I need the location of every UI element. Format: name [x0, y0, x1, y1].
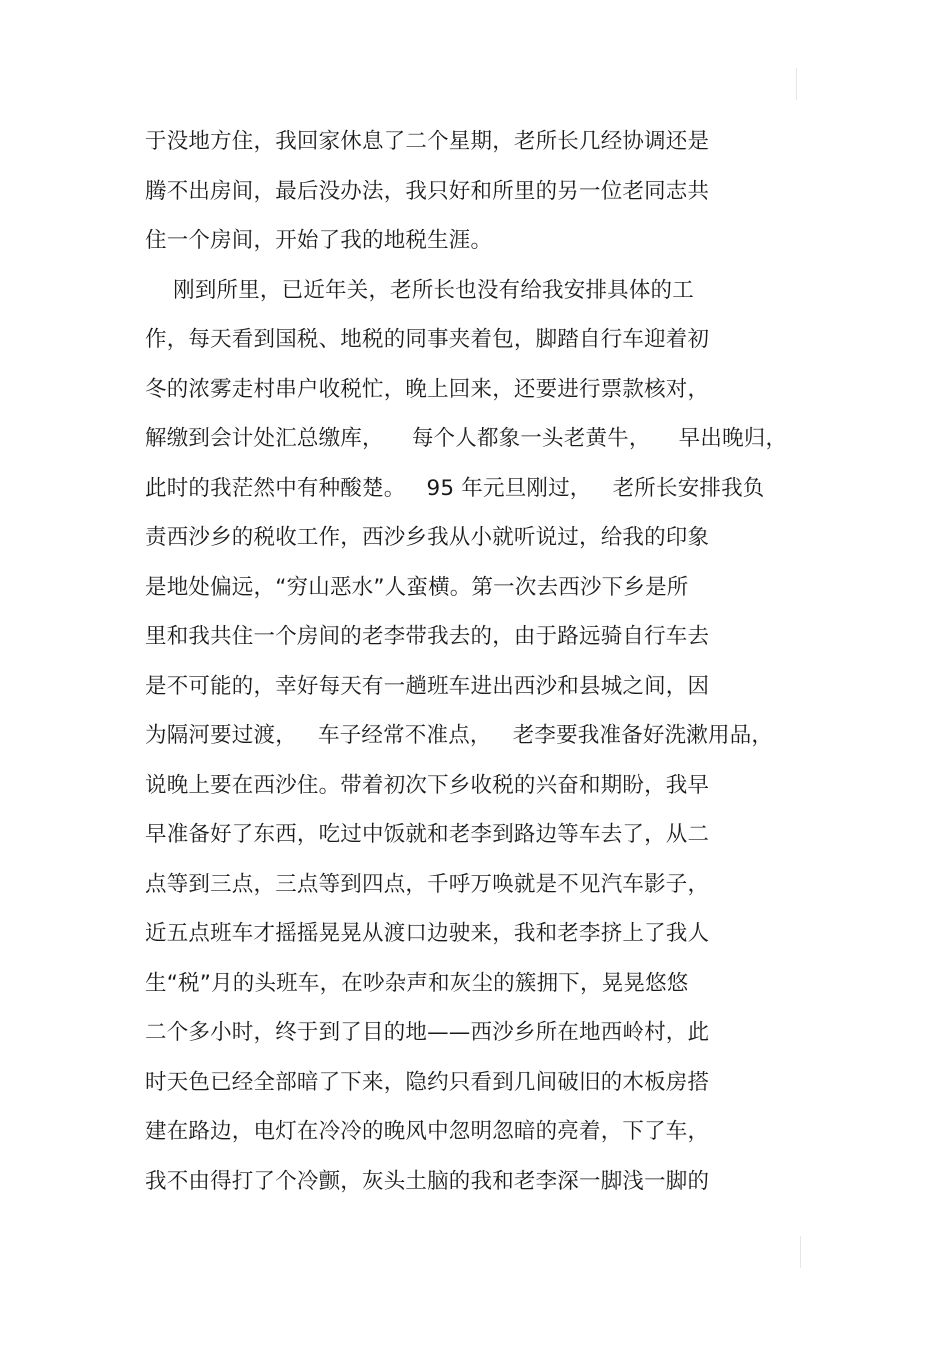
text-line: 早准备好了东西，吃过中饭就和老李到路边等车去了，从二 — [145, 822, 710, 847]
page-edge-mark-top — [796, 68, 797, 100]
text-line: 是地处偏远，“穷山恶水”人蛮横。第一次去西沙下乡是所 — [145, 574, 689, 600]
text-line: 腾不出房间，最后没办法，我只好和所里的另一位老同志共 — [145, 178, 710, 204]
text-line: 里和我共住一个房间的老李带我去的，由于路远骑自行车去 — [145, 624, 710, 649]
text-line: 我不由得打了个冷颤，灰头土脑的我和老李深一脚浅一脚的 — [145, 1168, 710, 1194]
text-line: 责西沙乡的税收工作，西沙乡我从小就听说过，给我的印象 — [145, 525, 710, 550]
text-line: 时天色已经全部暗了下来，隐约只看到几间破旧的木板房搭 — [145, 1069, 710, 1095]
text-line: 冬的浓雾走村串户收税忙，晚上回来，还要进行票款核对， — [145, 376, 710, 402]
text-line: 作，每天看到国税、地税的同事夹着包，脚踏自行车迎着初 — [145, 327, 710, 352]
text-line: 解缴到会计处汇总缴库， 每个人都象一头老黄牛， 早出晚归， — [145, 426, 788, 451]
text-line: 二个多小时，终于到了目的地——西沙乡所在地西岭村，此 — [145, 1020, 710, 1045]
text-line: 为隔河要过渡， 车子经常不准点， 老李要我准备好洗漱用品， — [145, 723, 774, 748]
text-line: 是不可能的，幸好每天有一趟班车进出西沙和县城之间，因 — [145, 673, 710, 699]
text-line: 住一个房间，开始了我的地税生涯。 — [145, 228, 493, 253]
text-line: 生“税”月的头班车，在吵杂声和灰尘的簇拥下，晃晃悠悠 — [145, 970, 689, 996]
body-text — [145, 124, 795, 1213]
text-line: 刚到所里，已近年关，老所长也没有给我安排具体的工 — [145, 277, 694, 303]
text-line: 点等到三点，三点等到四点，千呼万唤就是不见汽车影子， — [145, 871, 710, 897]
text-line: 建在路边，电灯在冷冷的晚风中忽明忽暗的亮着，下了车， — [145, 1119, 710, 1144]
text-line: 此时的我茫然中有种酸楚。 95 年元旦刚过， 老所长安排我负 — [145, 475, 765, 501]
text-line: 说晚上要在西沙住。带着初次下乡收税的兴奋和期盼，我早 — [145, 772, 710, 798]
page-edge-mark-bottom — [800, 1236, 801, 1268]
text-line: 近五点班车才摇摇晃晃从渡口边驶来，我和老李挤上了我人 — [145, 921, 710, 946]
text-line: 于没地方住，我回家休息了二个星期，老所长几经协调还是 — [145, 129, 710, 154]
